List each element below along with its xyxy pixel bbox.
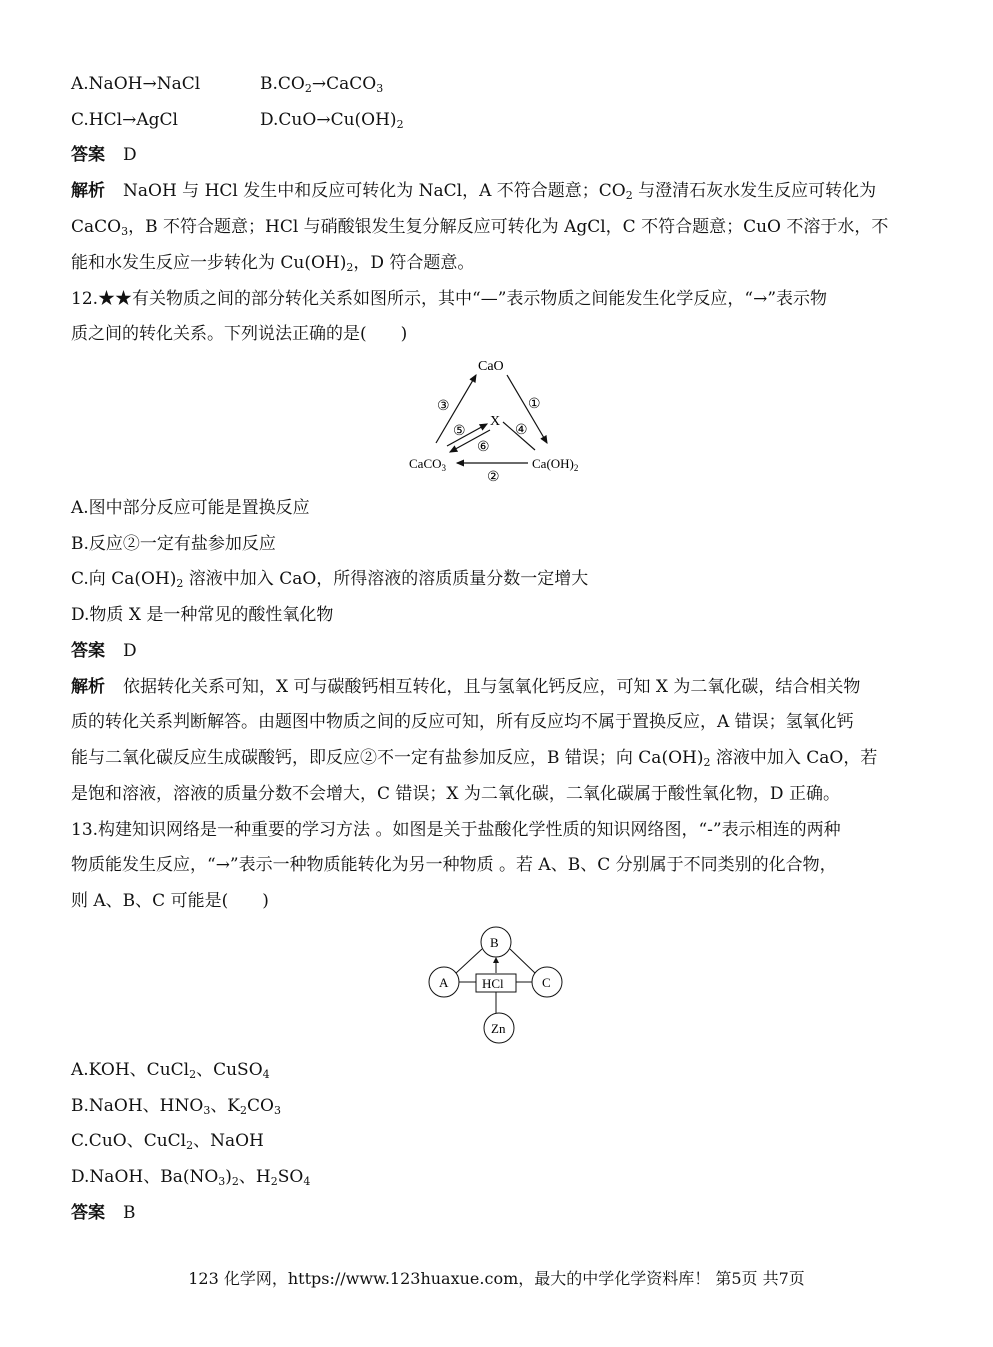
q12-node-caco3: CaCO$_3$ — [409, 456, 446, 473]
q13-knowledge-network-diagram — [420, 922, 575, 1047]
q12-option-b: B.反应②一定有盐参加反应 — [71, 534, 276, 554]
label-3: ③ — [437, 398, 450, 414]
label-4: ④ — [515, 422, 528, 438]
node-zn: Zn — [491, 1021, 506, 1036]
page-footer: 123 化学网，https://www.123huaxue.com，最大的中学化学资料库！ 第5页 共7页 — [188, 1269, 805, 1288]
label-2: ② — [487, 469, 500, 485]
label-6: ⑥ — [477, 439, 490, 455]
q12-node-x: X — [490, 414, 501, 429]
label-1: ① — [528, 396, 541, 412]
q11-analysis-line-2: CaCO$_3$，B 不符合题意；HCl 与硝酸银发生复分解反应可转化为 AgCl，C 不符合题意；CuO 不溶于水，不 — [71, 217, 889, 238]
label-5: ⑤ — [453, 423, 466, 439]
q12-stem-line-2: 质之间的转化关系。下列说法正确的是( ) — [71, 324, 408, 344]
q12-option-d: D.物质 X 是一种常见的酸性氧化物 — [71, 605, 334, 625]
q13-stem-line-2: 物质能发生反应，“→”表示一种物质能转化为另一种物质 。若 A、B、C 分别属于不同类别的化合物， — [71, 855, 837, 875]
q12-node-cao: CaO — [478, 359, 504, 374]
q12-analysis-line-4: 是饱和溶液，溶液的质量分数不会增大，C 错误；X 为二氧化碳，二氧化碳属于酸性氧化物，D 正确。 — [71, 784, 840, 804]
node-c: C — [542, 975, 551, 990]
line-a-b — [455, 949, 482, 974]
q11-option-b: $B.CO_2\to CaCO_3$ — [260, 74, 384, 95]
q12-conversion-diagram — [395, 348, 605, 488]
node-a: A — [439, 975, 449, 990]
q13-option-b: B.NaOH、$HNO_3$、$K_2CO_3$ — [71, 1096, 281, 1117]
q12-option-a: A.图中部分反应可能是置换反应 — [71, 498, 310, 518]
q13-option-a: A.KOH、CuCl$_2$、CuSO$_4$ — [71, 1060, 270, 1081]
q12-analysis-line-3: 能与二氧化碳反应生成碳酸钙，即反应②不一定有盐参加反应，B 错误；向 $Ca(OH)_2$ 溶液中加入 CaO，若 — [71, 748, 878, 769]
q13-stem-line-3: 则 A、B、C 可能是( ) — [71, 891, 269, 911]
q12-analysis-line-1: 解析 依据转化关系可知，X 可与碳酸钙相互转化，且与氢氧化钙反应，可知 X 为二氧化碳，结合相关物 — [71, 677, 861, 697]
q12-option-c: C.向 $Ca(OH)_2$ 溶液中加入 CaO，所得溶液的溶质质量分数一定增大 — [71, 569, 589, 590]
q11-analysis-line-3: 能和水发生反应一步转化为 $Cu(OH)_2$，D 符合题意。 — [71, 253, 475, 274]
q11-option-d: $D.CuO\to Cu(OH)_2$ — [260, 110, 404, 131]
q12-analysis-line-2: 质的转化关系判断解答。由题图中物质之间的反应可知，所有反应均不属于置换反应，A 错误；氢氧化钙 — [71, 712, 854, 732]
q11-analysis-line-1: 解析 NaOH 与 HCl 发生中和反应可转化为 NaCl，A 不符合题意；$CO_2$ 与澄清石灰水发生反应可转化为 — [71, 181, 877, 202]
q11-answer: 答案 D — [71, 145, 137, 165]
q13-stem-line-1: 13.构建知识网络是一种重要的学习方法 。如图是关于盐酸化学性质的知识网络图，“-”表示相连的两种 — [71, 820, 841, 840]
q13-option-d: D.NaOH、$Ba(NO_3)_2$、$H_2SO_4$ — [71, 1167, 311, 1188]
q13-option-c: C.CuO、CuCl$_2$、NaOH — [71, 1131, 264, 1152]
node-b: B — [490, 935, 499, 950]
node-hcl: HCl — [482, 976, 504, 991]
q11-option-a: A.NaOH→NaCl — [71, 74, 201, 94]
q13-answer: 答案 B — [71, 1203, 136, 1223]
q11-option-c: C.HCl→AgCl — [71, 110, 178, 130]
q12-stem-line-1: 12.★★有关物质之间的部分转化关系如图所示，其中“—”表示物质之间能发生化学反应，“→”表示物 — [71, 289, 828, 309]
q12-answer: 答案 D — [71, 641, 137, 661]
line-b-c — [510, 949, 536, 974]
q12-node-caoh2: $Ca(OH)_2$ — [532, 456, 579, 473]
